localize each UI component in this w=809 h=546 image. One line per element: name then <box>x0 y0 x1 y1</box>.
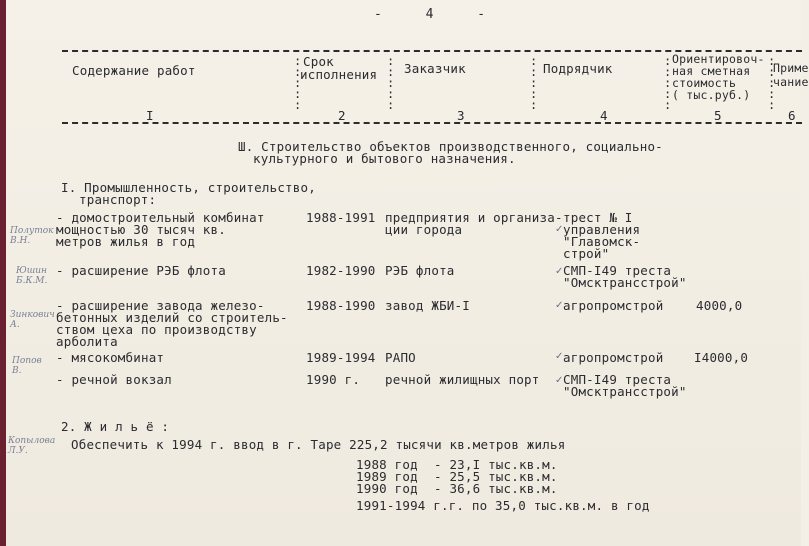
subsection2-title: 2. Ж и л ь ё : <box>61 419 170 434</box>
row2-work: - расширение РЭБ флота <box>56 263 226 278</box>
check-mark-row4: ✓ <box>555 351 564 362</box>
margin-note-2: Юшин Б.К.М. <box>16 266 48 286</box>
row4-customer: РАПО <box>385 350 416 365</box>
row5-customer: речной жилищных порт <box>385 372 540 387</box>
housing-year-2: 1989 год <box>356 469 418 484</box>
row1-work-line2: мощностью 30 тысяч кв. <box>56 222 226 237</box>
check-mark-row1: ✓ <box>555 224 564 235</box>
row4-cost: I4000,0 <box>694 350 749 365</box>
row1-contractor-line2: управления <box>563 222 641 237</box>
subsection2-text: Обеспечить к 1994 г. ввод в г. Таре 225,2 тысячи кв.метров жилья <box>71 437 566 452</box>
housing-value-2: - 25,5 тыс.кв.м. <box>434 469 558 484</box>
header-cost-line1: Ориентировоч- <box>672 52 765 66</box>
margin-note-4: Попов В. <box>12 356 42 376</box>
col-separator-3: : : : : : <box>530 54 538 112</box>
housing-total: 1991-1994 г.г. по 35,0 тыс.кв.м. в год <box>356 498 650 513</box>
header-note-line1: Приме <box>773 61 809 75</box>
col-number-2: 2 <box>338 108 346 123</box>
row3-term: 1988-1990 <box>306 298 376 313</box>
header-cost-line2: ная сметная <box>672 64 751 78</box>
row3-customer: завод ЖБИ-I <box>385 298 470 313</box>
col-separator-2: : : : : : <box>387 54 395 112</box>
section-title-line2: культурного и бытового назначения. <box>253 151 516 166</box>
check-mark-row2: ✓ <box>555 266 564 277</box>
row1-contractor-line1: трест № I <box>563 210 633 225</box>
row1-contractor-line3: "Главомск- <box>563 234 641 249</box>
row1-customer-line1: предприятия и организа- <box>385 210 563 225</box>
row4-contractor: агропромстрой <box>563 350 664 365</box>
header-work: Содержание работ <box>72 63 196 78</box>
margin-note-3: Зинкович А. <box>10 310 55 330</box>
header-term-line1: Срок <box>303 54 334 69</box>
col-number-3: 3 <box>457 108 465 123</box>
row5-work: - речной вокзал <box>56 372 172 387</box>
col-number-4: 4 <box>600 108 608 123</box>
row2-contractor-line2: "Омсктрансстрой" <box>563 275 687 290</box>
header-cost-line4: ( тыс.руб.) <box>672 88 751 102</box>
row5-contractor-line2: "Омсктрансстрой" <box>563 384 687 399</box>
row3-cost: 4000,0 <box>696 298 743 313</box>
col-separator-4: : : : : : <box>664 54 672 112</box>
row1-term: 1988-1991 <box>306 210 376 225</box>
row3-work-line2: бетонных изделий со строитель- <box>56 310 288 325</box>
row2-term: 1982-1990 <box>306 263 376 278</box>
col-separator-1: : : : : : <box>294 54 302 112</box>
row3-work-line1: - расширение завода железо- <box>56 298 265 313</box>
subsection1-title-line2: транспорт: <box>79 192 157 207</box>
col-number-1: I <box>146 108 154 123</box>
margin-note-1: Полуток В.Н. <box>10 226 54 246</box>
row3-contractor: агропромстрой <box>563 298 664 313</box>
housing-year-3: 1990 год <box>356 481 418 496</box>
header-customer: Заказчик <box>404 61 466 76</box>
row1-contractor-line4: строй" <box>563 246 610 261</box>
row3-work-line4: арболита <box>56 334 118 349</box>
housing-value-3: - 36,6 тыс.кв.м. <box>434 481 558 496</box>
row4-work: - мясокомбинат <box>56 350 165 365</box>
header-note-line2: чание <box>773 75 809 89</box>
header-bottom-rule <box>62 122 802 124</box>
row5-contractor-line1: СМП-I49 треста <box>563 372 672 387</box>
housing-value-1: - 23,I тыс.кв.м. <box>434 457 558 472</box>
row5-term: 1990 г. <box>306 372 361 387</box>
row2-customer: РЭБ флота <box>385 263 455 278</box>
row2-contractor-line1: СМП-I49 треста <box>563 263 672 278</box>
header-term-line2: исполнения <box>300 67 378 82</box>
col-number-6: 6 <box>788 108 796 123</box>
header-cost-line3: стоимость <box>672 76 737 90</box>
section-title-line1: Ш. Строительство объектов производственного, социально- <box>238 139 663 154</box>
col-number-5: 5 <box>714 108 722 123</box>
check-mark-row5: ✓ <box>555 375 564 386</box>
subsection1-title-line1: I. Промышленность, строительство, <box>61 180 316 195</box>
header-contractor: Подрядчик <box>543 61 613 76</box>
margin-note-5: Копылова Л.У. <box>8 436 56 456</box>
row1-work-line3: метров жилья в год <box>56 234 196 249</box>
row4-term: 1989-1994 <box>306 350 376 365</box>
col-separator-5: : : : : : <box>768 54 776 112</box>
row1-work-line1: - домостроительный комбинат <box>56 210 265 225</box>
row1-customer-line2: ции города <box>385 222 463 237</box>
page-number: - 4 - <box>374 7 504 22</box>
row3-work-line3: ством цеха по производству <box>56 322 257 337</box>
housing-year-1: 1988 год <box>356 457 418 472</box>
check-mark-row3: ✓ <box>555 300 564 311</box>
